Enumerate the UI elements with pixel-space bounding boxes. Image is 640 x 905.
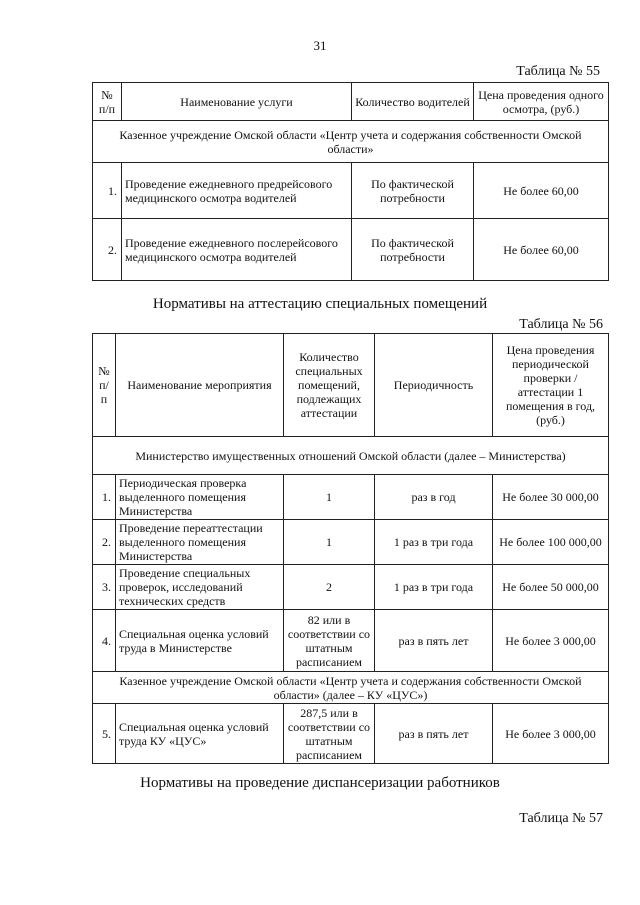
- table-56-label: Таблица № 56: [519, 317, 603, 332]
- cell-num: 2.: [93, 520, 116, 565]
- cell-num: 1.: [93, 163, 122, 219]
- cell-name: Специальная оценка условий труда КУ «ЦУС»: [116, 704, 284, 764]
- cell-price: Не более 3 000,00: [493, 610, 609, 672]
- table-57-label: Таблица № 57: [519, 811, 603, 826]
- table-56: [92, 333, 609, 764]
- cell-qty: По фактической потребности: [352, 219, 474, 281]
- header-price: Цена проведения одного осмотра, (руб.): [474, 83, 609, 121]
- cell-qty: По фактической потребности: [352, 163, 474, 219]
- header-period: Периодичность: [375, 334, 493, 437]
- header-num: № п/п: [93, 83, 122, 121]
- cell-period: раз в год: [375, 475, 493, 520]
- table-55-label: Таблица № 55: [516, 64, 600, 79]
- table-row: [93, 610, 609, 672]
- cell-qty: 1: [284, 520, 375, 565]
- heading-56: Нормативы на аттестацию специальных помещений: [152, 296, 488, 312]
- section-row: [93, 121, 609, 163]
- cell-price: Не более 50 000,00: [493, 565, 609, 610]
- cell-qty: 1: [284, 475, 375, 520]
- table-row: [93, 475, 609, 520]
- section-row: [93, 672, 609, 704]
- header-name: Наименование мероприятия: [116, 334, 284, 437]
- section-title: Казенное учреждение Омской области «Центр учета и содержания собственности Омской области»: [93, 121, 609, 163]
- table-row: [93, 520, 609, 565]
- header-qty: Количество специальных помещений, подлежащих аттестации: [284, 334, 375, 437]
- cell-name: Периодическая проверка выделенного помещения Министерства: [116, 475, 284, 520]
- table-55: [92, 82, 609, 281]
- cell-qty: 2: [284, 565, 375, 610]
- cell-price: Не более 60,00: [474, 219, 609, 281]
- cell-num: 2.: [93, 219, 122, 281]
- cell-price: Не более 3 000,00: [493, 704, 609, 764]
- table-row: [93, 565, 609, 610]
- heading-57: Нормативы на проведение диспансеризации работников: [140, 775, 500, 791]
- cell-qty: 287,5 или в соответствии со штатным расписанием: [284, 704, 375, 764]
- table-header-row: [93, 334, 609, 437]
- table-row: [93, 163, 609, 219]
- cell-price: Не более 30 000,00: [493, 475, 609, 520]
- table-row: [93, 219, 609, 281]
- cell-qty: 82 или в соответствии со штатным расписанием: [284, 610, 375, 672]
- cell-period: раз в пять лет: [375, 610, 493, 672]
- section-title: Министерство имущественных отношений Омской области (далее – Министерства): [93, 437, 609, 475]
- cell-period: 1 раз в три года: [375, 565, 493, 610]
- page-number: 31: [313, 38, 327, 53]
- cell-name: Проведение ежедневного послерейсового медицинского осмотра водителей: [122, 219, 352, 281]
- cell-name: Специальная оценка условий труда в Министерстве: [116, 610, 284, 672]
- cell-num: 3.: [93, 565, 116, 610]
- header-price: Цена проведения периодической проверки / аттестации 1 помещения в год, (руб.): [493, 334, 609, 437]
- cell-num: 5.: [93, 704, 116, 764]
- table-header-row: [93, 83, 609, 121]
- section-row: [93, 437, 609, 475]
- cell-name: Проведение ежедневного предрейсового медицинского осмотра водителей: [122, 163, 352, 219]
- cell-name: Проведение специальных проверок, исследований технических средств: [116, 565, 284, 610]
- cell-period: раз в пять лет: [375, 704, 493, 764]
- header-num: № п/п: [93, 334, 116, 437]
- cell-name: Проведение переаттестации выделенного помещения Министерства: [116, 520, 284, 565]
- header-name: Наименование услуги: [122, 83, 352, 121]
- header-qty: Количество водителей: [352, 83, 474, 121]
- cell-period: 1 раз в три года: [375, 520, 493, 565]
- cell-num: 1.: [93, 475, 116, 520]
- table-row: [93, 704, 609, 764]
- cell-price: Не более 60,00: [474, 163, 609, 219]
- section-title: Казенное учреждение Омской области «Центр учета и содержания собственности Омской области» (далее – КУ «ЦУС»): [93, 672, 609, 704]
- cell-num: 4.: [93, 610, 116, 672]
- cell-price: Не более 100 000,00: [493, 520, 609, 565]
